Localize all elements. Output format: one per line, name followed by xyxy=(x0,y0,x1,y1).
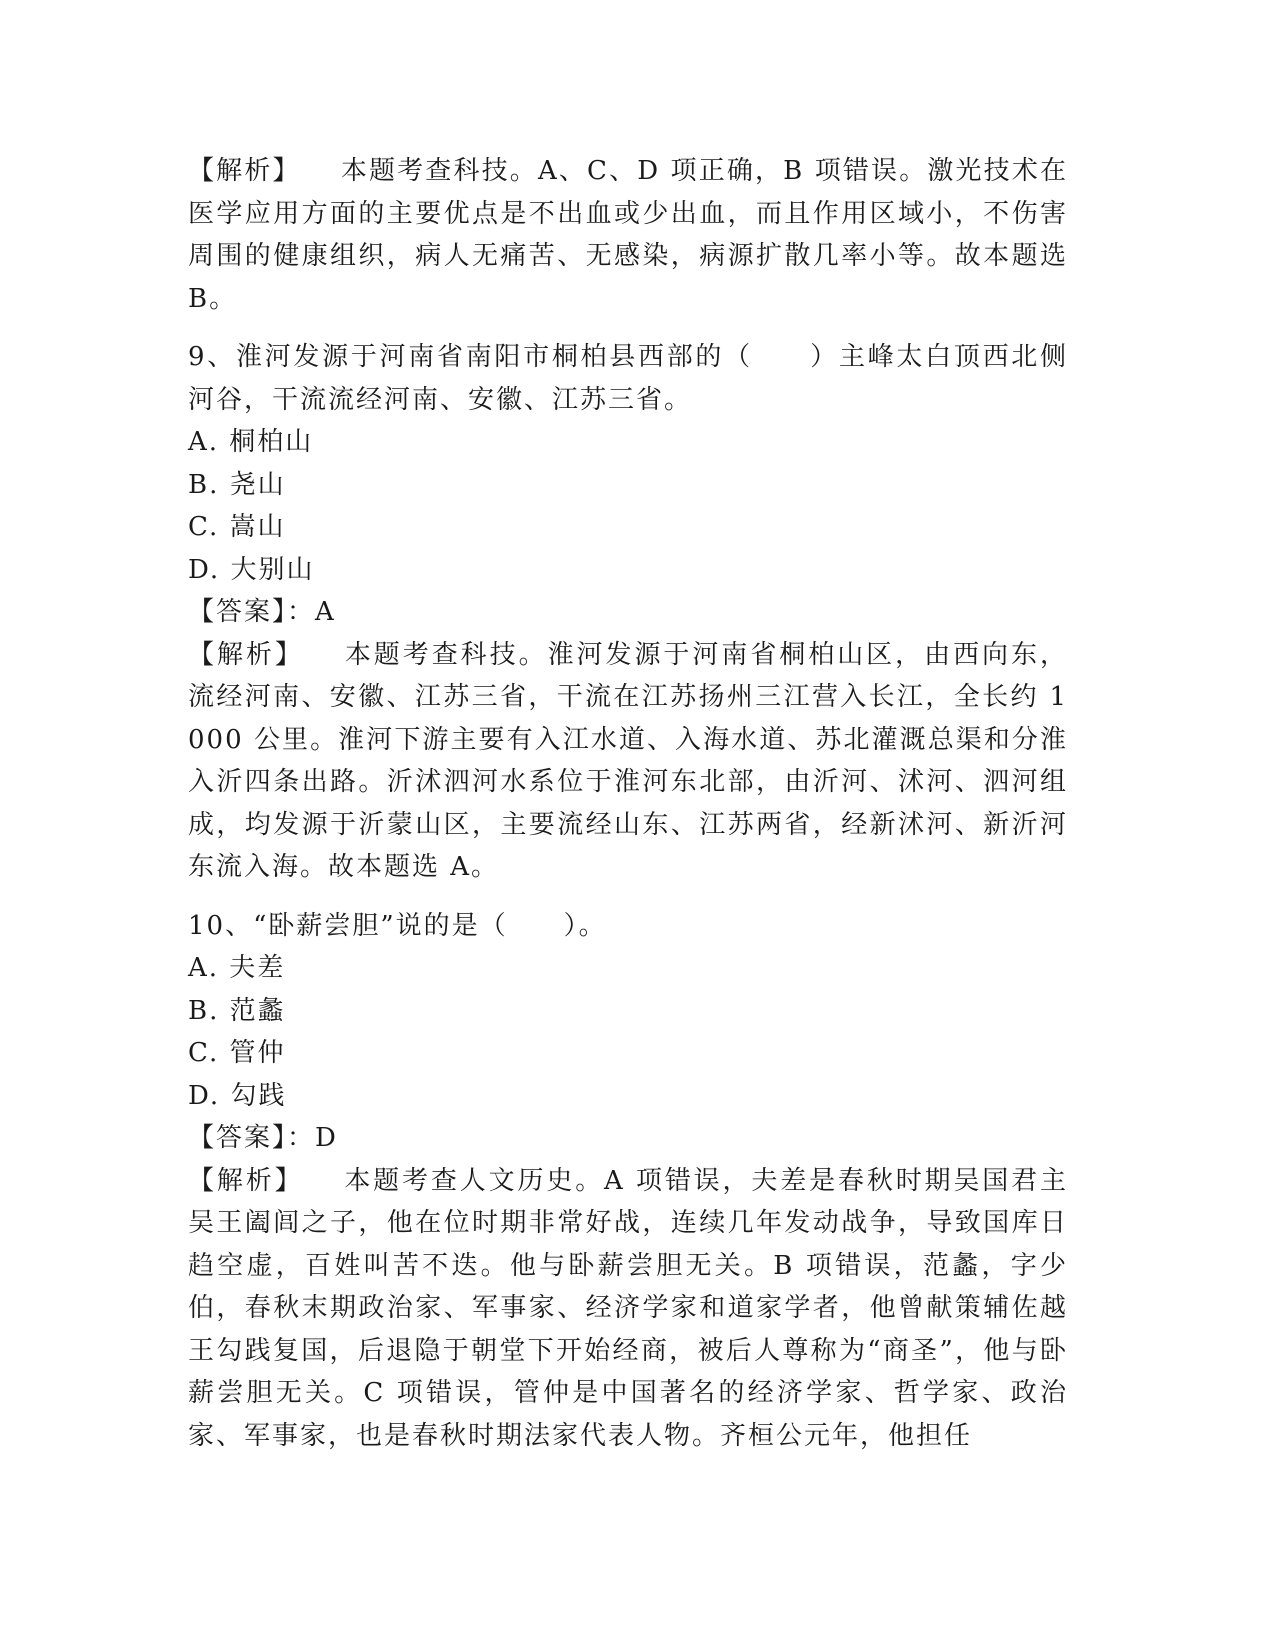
q9-stem: 9、淮河发源于河南省南阳市桐柏县西部的（ ）主峰太白顶西北侧河谷，干流流经河南、安徽、江苏三省。 xyxy=(188,342,1068,415)
q8-analysis xyxy=(188,150,1068,320)
q8-analysis-text: 本题考查科技。A、C、D 项正确，B 项错误。激光技术在医学应用方面的主要优点是不出血或少出血，而且作用区域小，不伤害周围的健康组织，病人无痛苦、无感染，病源扩散几率小等。故本题选 B。 xyxy=(188,156,1068,314)
q10-analysis-text: 本题考查人文历史。A 项错误，夫差是春秋时期吴国君主吴王阖闾之子，他在位时期非常好战，连续几年发动战争，导致国库日趋空虚，百姓叫苦不迭。他与卧薪尝胆无关。B 项错误，范蠡，字少伯，春秋末期政治家、军事家、经济学家和道家学者，他曾献策辅佐越王勾践复国，后退隐于朝堂下开始经商，被后人尊称为“商圣”，他与卧薪尝胆无关。C 项错误，管仲是中国著名的经济学家、哲学家、政治家、军事家，也是春秋时期法家代表人物。齐桓公元年，他担任 xyxy=(188,1165,1068,1451)
question-9 xyxy=(188,336,1068,889)
q8-analysis-label: 【解析】 xyxy=(188,156,301,186)
q10-option-b: B. 范蠡 xyxy=(188,995,286,1026)
q9-answer: 【答案】：A xyxy=(188,597,336,627)
q10-analysis xyxy=(188,1160,1068,1458)
document-content xyxy=(188,150,1068,1457)
q9-analysis xyxy=(188,634,1068,889)
q10-option-d: D. 勾践 xyxy=(188,1080,287,1111)
q10-answer: 【答案】：D xyxy=(188,1123,338,1153)
q9-analysis-label: 【解析】 xyxy=(188,639,304,670)
q9-option-d: D. 大别山 xyxy=(188,554,315,585)
q9-analysis-text: 本题考查科技。淮河发源于河南省桐柏山区，由西向东，流经河南、安徽、江苏三省，干流在江苏扬州三江营入长江，全长约 1000 公里。淮河下游主要有入江水道、入海水道、苏北灌溉总渠和分淮入沂四条出路。沂沭泗河水系位于淮河东北部，由沂河、沭河、泗河组成，均发源于沂蒙山区，主要流经山东、江苏两省，经新沭河、新沂河东流入海。故本题选 A。 xyxy=(188,639,1068,882)
q10-analysis-label: 【解析】 xyxy=(188,1165,304,1196)
q10-option-a: A. 夫差 xyxy=(188,953,286,983)
q9-option-a: A. 桐柏山 xyxy=(188,427,314,457)
question-10 xyxy=(188,905,1068,1458)
q8-analysis-block xyxy=(188,150,1068,320)
q9-option-c: C. 嵩山 xyxy=(188,512,286,542)
q9-option-b: B. 尧山 xyxy=(188,469,286,500)
q10-option-c: C. 管仲 xyxy=(188,1038,286,1068)
q10-stem: 10、“卧薪尝胆”说的是（ ）。 xyxy=(188,910,607,941)
